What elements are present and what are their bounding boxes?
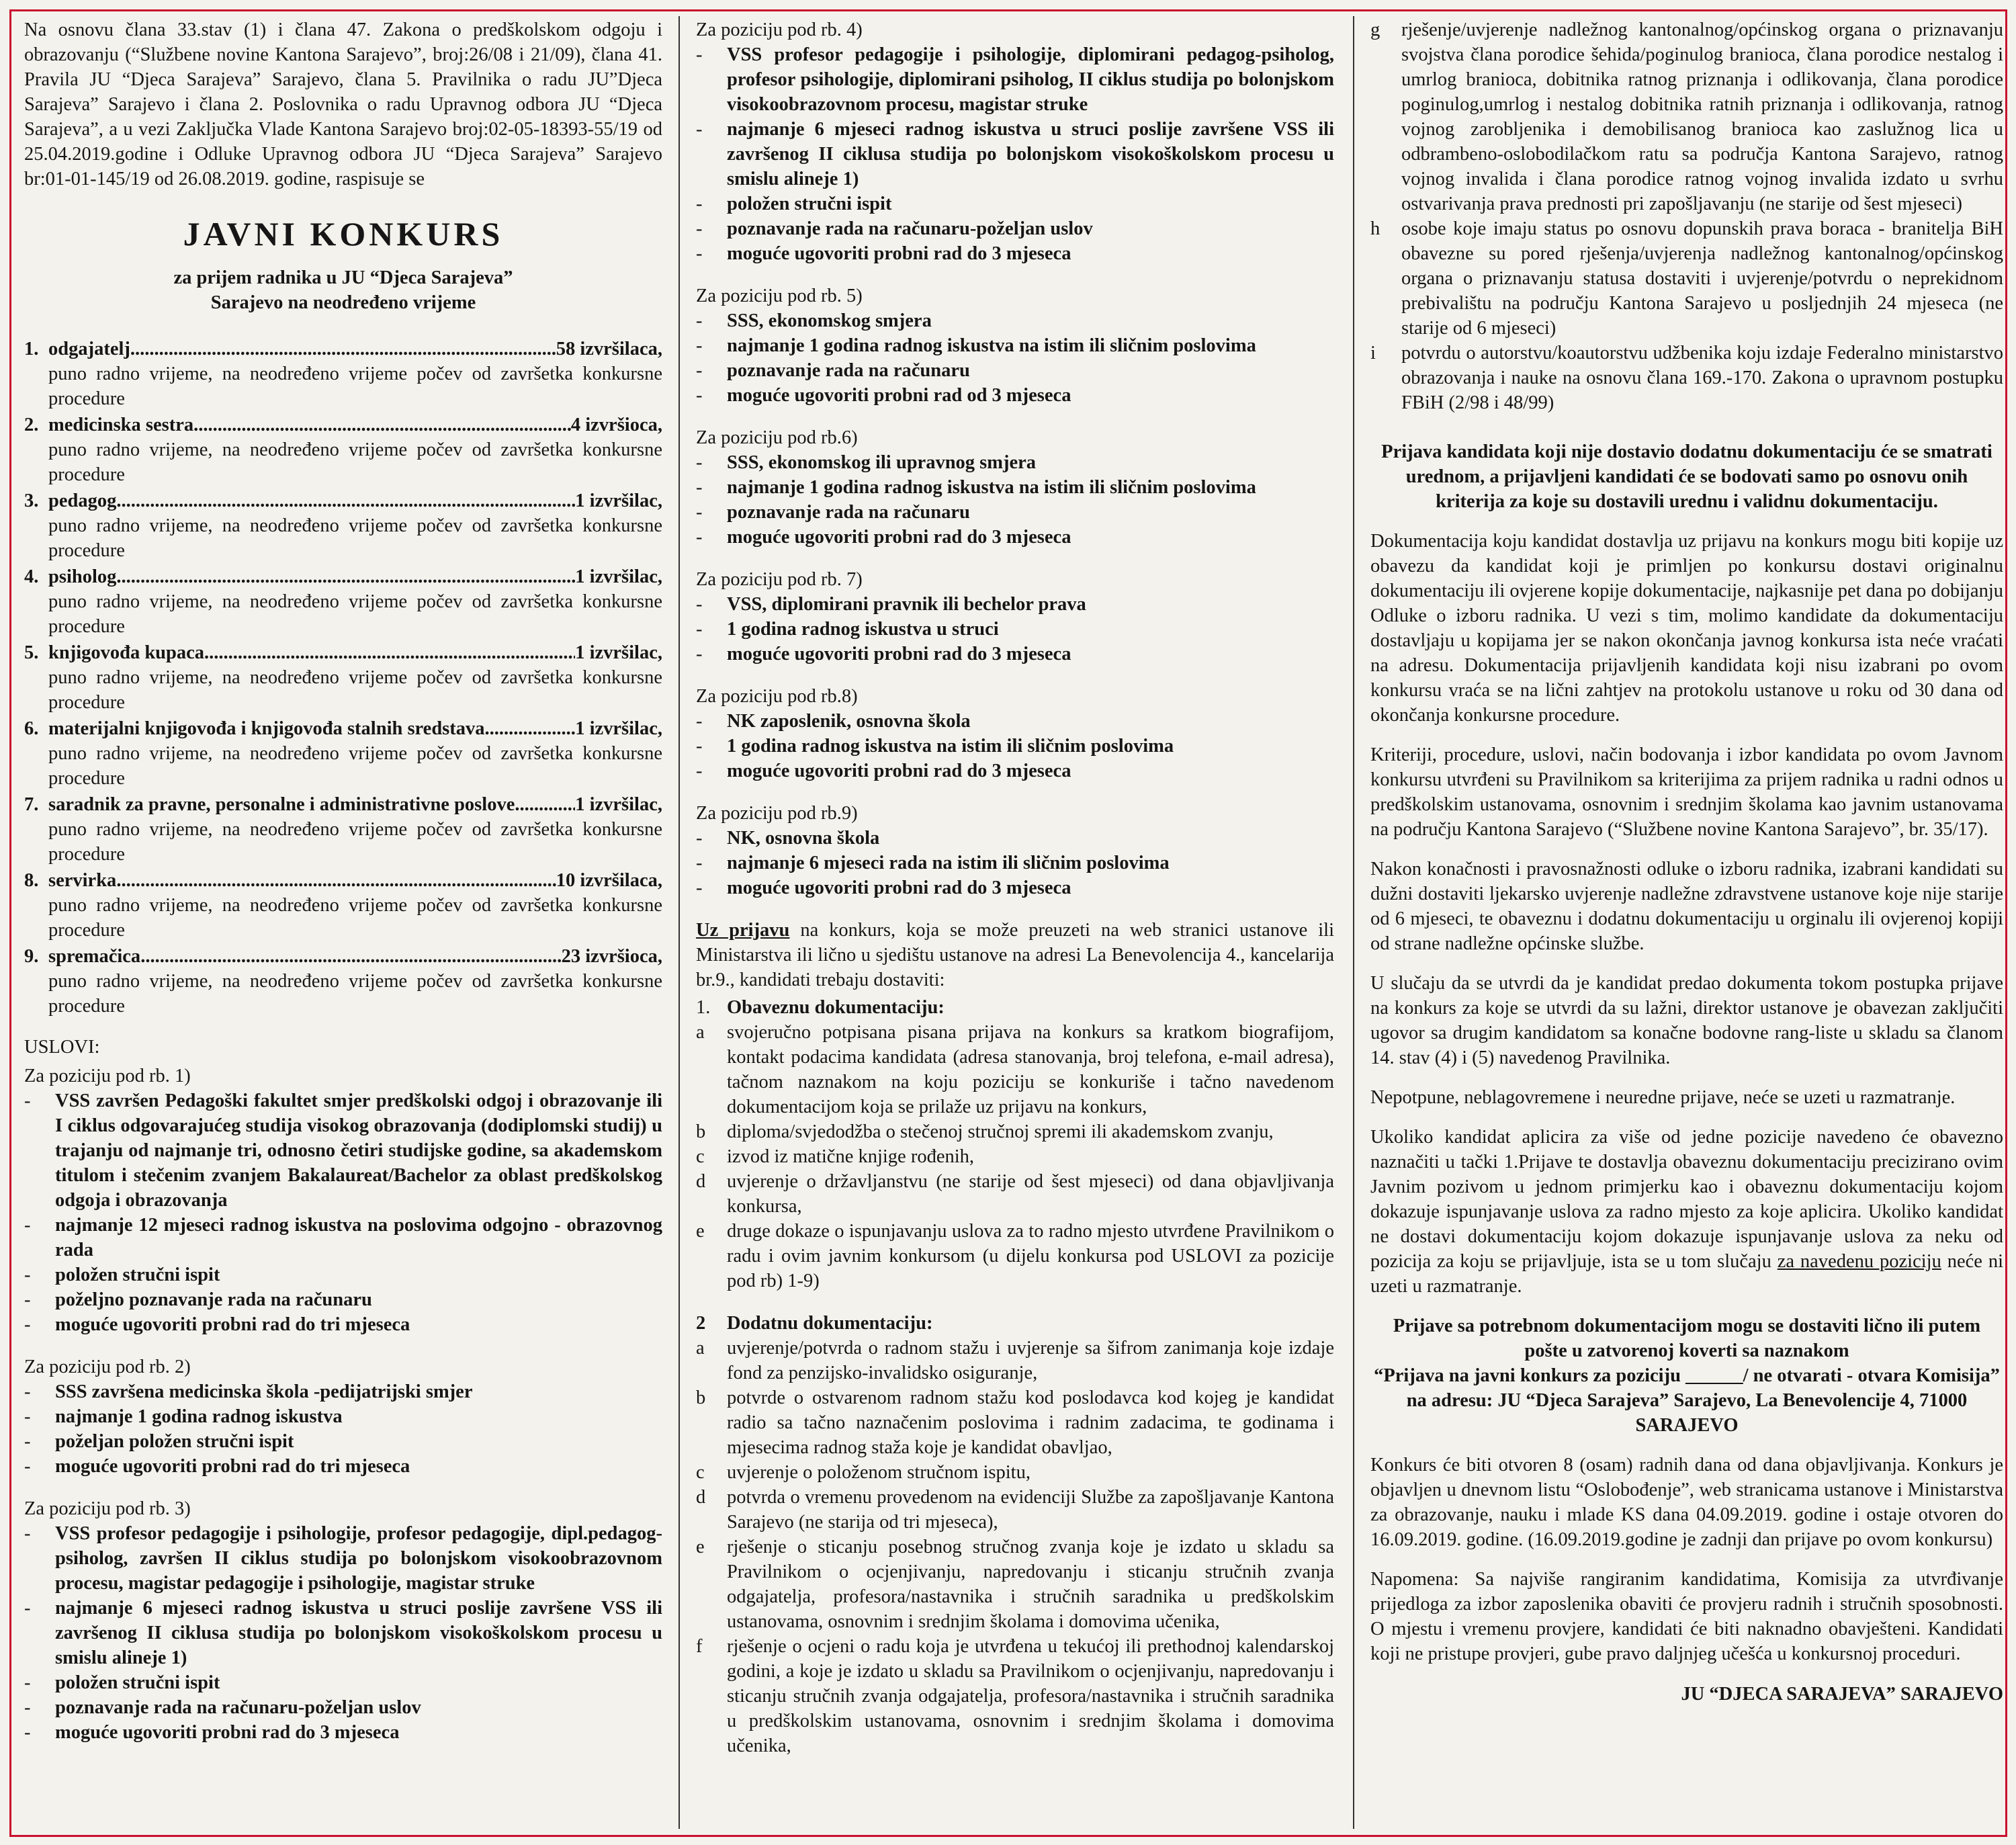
item-text: uvjerenje/potvrda o radnom stažu i uvjerenje sa šifrom zanimanja koje izdaje fond za penzijsko-invalidsko osiguranje,: [727, 1338, 1334, 1383]
position-count: 1 izvršilac,: [575, 642, 662, 663]
bullet-dash: -: [24, 1697, 31, 1718]
dot-leader: [116, 488, 575, 513]
requirement-text: SSS, ekonomskog smjera: [727, 310, 932, 331]
criteria-paragraph: Kriteriji, procedure, uslovi, način bodovanja i izbor kandidata po ovom Javnom konkursu utvrđeni su Pravilnikom sa kriterijima za prijem radnika u radni odnos u predškolskim ustanovama, osnovnim i srednjim školama kao javnim ustanovama na području Kantona Sarajevo (“Službene novine Kantona Sarajevo”, br. 35/17).: [1370, 744, 2003, 840]
conditions-label: USLOVI:: [24, 1037, 100, 1058]
column-divider: [678, 16, 680, 1829]
bullet-dash: -: [24, 1722, 31, 1743]
bullet-dash: -: [696, 119, 703, 140]
item-letter: e: [696, 1221, 705, 1242]
dot-leader: [204, 640, 575, 665]
group-label: Za poziciju pod rb. 2): [24, 1357, 191, 1377]
requirement-item: [696, 500, 1334, 525]
requirement-text: položen stručni ispit: [55, 1264, 220, 1285]
item-letter: f: [696, 1636, 703, 1657]
item-letter: a: [696, 1022, 705, 1043]
document-item: [696, 1385, 1334, 1460]
position-heading: [24, 640, 662, 665]
requirement-text: poželjan položen stručni ispit: [55, 1431, 294, 1452]
medical-certificate-paragraph: Nakon konačnosti i pravosnažnosti odluke o izboru radnika, izabrani kandidati su dužni dostaviti ljekarsko uvjerenje nadležne zdravstvene ustanove koje nije starije od 6 mjeseci, te obaveznu i dodatnu dokumentaciju u orginalu ili ovjerenoj kopiji od strane nadležne općinske službe.: [1370, 859, 2003, 954]
document-item: [696, 1460, 1334, 1485]
dot-leader: [140, 944, 561, 969]
notice-subtitle: [24, 265, 662, 315]
requirement-group: [696, 425, 1334, 550]
requirement-group: [696, 567, 1334, 667]
requirement-text: poželjno poznavanje rada na računaru: [55, 1289, 372, 1310]
bullet-dash: -: [24, 1523, 31, 1544]
section-title: Obaveznu dokumentaciju:: [727, 997, 945, 1018]
requirement-text: VSS profesor pedagogije i psihologije, diplomirani pedagog-psiholog, profesor psihologije, diplomirani psiholog, II ciklus studija po bolonjskom visokoobrazovnom procesu, magistar struke: [727, 44, 1334, 115]
application-intro: [696, 918, 1334, 992]
bullet-dash: -: [696, 527, 703, 548]
item-text: druge dokaze o ispunjavanju uslova za to radno mjesto utvrđene Pravilnikom o radu i ovim javnim konkursom (u dijelu konkursa pod USLOVI za pozicije pod rb) 1-9): [727, 1221, 1334, 1291]
item-text: rješenje o sticanju posebnog stručnog zvanja koje je izdato u skladu sa Pravilnikom o ocjenjivanju, napredovanju i sticanju stručnih zvanja odgajatelja, profesora/nastavnika i stručnih saradnika u predškolskim ustanovama, osnovnim i srednjim školama i domovima učenika,: [727, 1537, 1334, 1632]
multiple-positions-paragraph: [1370, 1125, 2003, 1299]
bullet-dash: -: [24, 1090, 31, 1111]
requirement-text: VSS profesor pedagogije i psihologije, profesor pedagogije, dipl.pedagog-psiholog, završen II ciklus studija po bolonjskom visokoobrazovnom procesu, magistar pedagogije i psihologije, magistar struke: [55, 1523, 662, 1594]
incomplete-applications-paragraph: Nepotpune, neblagovremene i neuredne prijave, neće se uzeti u razmatranje.: [1370, 1087, 1956, 1108]
bullet-dash: -: [696, 828, 703, 849]
requirement-item: [696, 734, 1334, 759]
requirement-item: [24, 1720, 662, 1745]
requirement-text: 1 godina radnog iskustva u struci: [727, 619, 999, 640]
bullet-dash: -: [24, 1406, 31, 1427]
position-heading: [24, 868, 662, 893]
requirement-item: [24, 1404, 662, 1429]
requirement-list: [696, 308, 1334, 408]
bullet-dash: -: [696, 44, 703, 65]
requirement-item: [696, 241, 1334, 266]
bullet-dash: -: [24, 1431, 31, 1452]
item-letter: h: [1370, 218, 1380, 239]
column-1: [24, 17, 662, 1832]
group-label: Za poziciju pod rb. 4): [696, 19, 863, 40]
requirement-item: [696, 851, 1334, 875]
requirement-item: [24, 1312, 662, 1337]
group-label: Za poziciju pod rb.6): [696, 427, 858, 448]
item-text: diploma/svjedodžba o stečenoj stručnoj spremi ili akademskom zvanju,: [727, 1121, 1274, 1142]
requirement-text: VSS završen Pedagoški fakultet smjer predškolski odgoj i obrazovanje ili I ciklus odgovarajućeg studija visokog obrazovanja (dodiplomski studij) u trajanju od najmanje tri, odnosno četiri studijske godine, sa akademskom titulom i stečenim zvanjem Bakalaureat/Bachelor za oblast predškolskog odgoja i obrazovanja: [55, 1090, 662, 1211]
position-heading: [24, 716, 662, 741]
requirement-list: [24, 1088, 662, 1337]
mandatory-docs-list: [696, 1020, 1334, 1293]
requirement-text: moguće ugovoriti probni rad do 3 mjeseca: [727, 243, 1071, 264]
position-description: puno radno vrijeme, na neodređeno vrijeme počev od završetka konkursne procedure: [48, 363, 662, 409]
bullet-dash: -: [24, 1381, 31, 1402]
additional-docs-list: [696, 1336, 1334, 1758]
bullet-dash: -: [24, 1598, 31, 1619]
mandatory-docs-heading: [696, 995, 1334, 1020]
bullet-dash: -: [24, 1215, 31, 1236]
requirement-item: [24, 1429, 662, 1454]
position-item: [24, 792, 662, 867]
subtitle-line: za prijem radnika u JU “Djeca Sarajeva”: [173, 267, 513, 288]
position-name: saradnik za pravne, personalne i administrativne poslove: [48, 794, 515, 815]
position-description: puno radno vrijeme, na neodređeno vrijeme počev od završetka konkursne procedure: [48, 819, 662, 865]
dot-leader: [515, 792, 575, 817]
item-letter: c: [696, 1462, 705, 1483]
item-letter: d: [696, 1487, 706, 1508]
document-item: [696, 1169, 1334, 1219]
requirement-text: položen stručni ispit: [727, 194, 892, 214]
position-name: materijalni knjigovođa i knjigovođa stalnih sredstava: [48, 718, 485, 739]
requirement-item: [24, 1454, 662, 1479]
position-name: psiholog: [48, 566, 117, 587]
position-number: 9.: [24, 946, 39, 967]
bullet-dash: -: [696, 619, 703, 640]
bullet-dash: -: [696, 243, 703, 264]
requirement-text: poznavanje rada na računaru: [727, 360, 970, 381]
column-3: [1370, 17, 2003, 1832]
bullet-dash: -: [696, 644, 703, 664]
notice-title: JAVNI KONKURS: [183, 215, 504, 253]
requirement-item: [696, 875, 1334, 900]
position-number: 1.: [24, 339, 39, 359]
item-letter: b: [696, 1121, 706, 1142]
requirement-item: [696, 191, 1334, 216]
false-documents-paragraph: U slučaju da se utvrdi da je kandidat predao dokumenta tokom postupka prijave na konkurs za koje se utvrdi da su lažni, direktor ustanove je obavezan zaključiti ugovor sa drugim kandidatom sa konačne bodovne rang-liste u skladu sa članom 14. stav (4) i (5) navedenog Pravilnika.: [1370, 973, 2003, 1068]
bullet-dash: -: [24, 1672, 31, 1693]
position-item: [24, 944, 662, 1019]
requirement-text: 1 godina radnog iskustva na istim ili sličnim poslovima: [727, 736, 1174, 757]
bullet-dash: -: [696, 736, 703, 757]
item-text: rješenje/uvjerenje nadležnog kantonalnog/općinskog organa o priznavanju svojstva člana porodice šehida/poginulog branioca, člana porodice nestalog i umrlog branioca, dobitnika ratnog priznanja i odlikovanja, člana porodice poginulog,umrlog i nestalog dobitnika ratnih priznanja i odlikovanja, ratnog vojnog zarobljenika i demobilisanog branioca kao zaslužnog lica u odbrambeno-oslobodilačkom ratu sa područja Kantona Sarajevo, ratnog vojnog invalida i člana porodice ratnog vojnog invalida izdato u svrhu ostvarivanja prava prednosti pri zapošljavanju (ne starije od šest mjeseci): [1401, 19, 2003, 214]
requirement-text: najmanje 1 godina radnog iskustva na istim ili sličnim poslovima: [727, 477, 1256, 498]
item-text: svojeručno potpisana pisana prijava na konkurs sa kratkom biografijom, kontakt podacima kandidata (adresa stanovanja, broj telefona, e-mail adresa), tačnom naznakom na koju poziciju se konkuriše i tačno navedenom dokumentacijom koja se prilaže uz prijavu na konkurs,: [727, 1022, 1334, 1117]
bullet-dash: -: [696, 310, 703, 331]
requirement-item: [696, 642, 1334, 667]
requirement-item: [696, 826, 1334, 851]
position-count: 58 izvršilaca,: [556, 339, 662, 359]
position-count: 1 izvršilac,: [575, 490, 662, 511]
position-heading: [24, 792, 662, 817]
bullet-dash: -: [696, 877, 703, 898]
dot-leader: [193, 413, 571, 437]
position-description: puno radno vrijeme, na neodređeno vrijeme počev od završetka konkursne procedure: [48, 439, 662, 485]
requirement-item: [24, 1379, 662, 1404]
intro-paragraph: Na osnovu člana 33.stav (1) i člana 47. Zakona o predškolskom odgoju i obrazovanju (“Službene novine Kantona Sarajevo”, broj:26/08 i 21/09), člana 41. Pravila JU “Djeca Sarajeva” Sarajevo, člana 5. Pravilnika o radu JU”Djeca Sarajeva” Sarajevo i člana 2. Poslovnika o radu Upravnog odbora JU “Djeca Sarajeva”, a u vezi Zaključka Vlade Kantona Sarajevo broj:02-05-18393-55/19 od 25.04.2019.godine i Odluke Upravnog odbora JU “Djeca Sarajeva” Sarajevo br:01-01-145/19 od 26.08.2019. godine, raspisuje se: [24, 19, 662, 189]
item-text: potvrdu o autorstvu/koautorstvu udžbenika koju izdaje Federalno ministarstvo obrazovanja i nauke na osnovu člana 169.-170. Zakona o upravnom postupku FBiH (2/98 i 48/99): [1401, 343, 2003, 413]
position-heading: [24, 564, 662, 589]
dot-leader: [130, 337, 556, 361]
bullet-dash: -: [24, 1314, 31, 1335]
requirement-text: najmanje 12 mjeseci radnog iskustva na poslovima odgojno - obrazovnog rada: [55, 1215, 662, 1260]
requirement-text: položen stručni ispit: [55, 1672, 220, 1693]
requirement-item: [696, 308, 1334, 333]
requirement-item: [24, 1670, 662, 1695]
requirement-list: [24, 1521, 662, 1745]
positions-list: [24, 337, 662, 1019]
requirement-group: [696, 684, 1334, 783]
position-item: [24, 868, 662, 943]
group-label: Za poziciju pod rb. 5): [696, 286, 863, 306]
item-letter: c: [696, 1146, 705, 1167]
position-count: 10 izvršilaca,: [556, 870, 662, 891]
requirement-list: [696, 592, 1334, 667]
bullet-dash: -: [696, 452, 703, 473]
group-label: Za poziciju pod rb. 7): [696, 569, 863, 590]
requirement-text: moguće ugovoriti probni rad do 3 mjeseca: [727, 644, 1071, 664]
position-count: 4 izvršioca,: [570, 415, 662, 435]
item-text: potvrde o ostvarenom radnom stažu kod poslodavca kod kojeg je kandidat radio sa tačno naznačenim poslovima i radnim zadacima, te godinama i mjesecima radnog staža koje je kandidat obavljao,: [727, 1387, 1334, 1458]
item-text: osobe koje imaju status po osnovu dopunskih prava boraca - branitelja BiH obavezne su pored rješenja/uvjerenja nadležnog kantonalnog/općinskog organa o priznavanju statusa dostaviti i uvjerenje/potvrdu o neprekidnom prebivalištu na području Kantona Sarajevo u posljednjih 24 mjeseca (ne starije od 6 mjeseci): [1401, 218, 2003, 339]
position-name: pedagog: [48, 490, 117, 511]
note-paragraph: Napomena: Sa najviše rangiranim kandidatima, Komisija za utvrđivanje prijedloga za izbor zaposlenika obaviti će provjeru radnih i stručnih sposobnosti. O mjestu i vremenu provjere, kandidati će biti naknadno obavješteni. Kandidati koji ne pristupe provjeri, gube pravo daljnjeg učešća u konkursnoj proceduri.: [1370, 1569, 2003, 1664]
position-count: 23 izvršioca,: [561, 946, 662, 967]
group-label: Za poziciju pod rb.8): [696, 686, 858, 707]
item-letter: d: [696, 1171, 706, 1192]
position-item: [24, 564, 662, 639]
item-text: potvrda o vremenu provedenom na evidenciji Službe za zapošljavanje Kantona Sarajevo (ne starija od tri mjeseca),: [727, 1487, 1334, 1533]
position-heading: [24, 413, 662, 437]
requirement-group: [24, 1355, 662, 1479]
document-item: [1370, 216, 2003, 341]
position-count: 1 izvršilac,: [575, 794, 662, 815]
requirement-item: [696, 383, 1334, 408]
position-name: spremačica: [48, 946, 141, 967]
requirement-list: [24, 1379, 662, 1479]
position-description: puno radno vrijeme, na neodređeno vrijeme počev od završetka konkursne procedure: [48, 971, 662, 1017]
column-2: [696, 17, 1334, 1832]
requirement-item: [24, 1088, 662, 1213]
subtitle-line: Sarajevo na neodređeno vrijeme: [210, 292, 476, 313]
copies-paragraph: Dokumentacija koju kandidat dostavlja uz prijavu na konkurs mogu biti kopije uz obavezu da kandidat koji je primljen po konkursu dostavi originalnu dokumentaciju ili ovjerene kopije dokumentacije, najkasnije pet dana po dobijanju Odluke o izboru radnika. U vezi s tim, molimo kandidate da dokumentaciju dostavljaju u kopijama jer se nakon okončanja javnog konkursa ista neće vraćati na adresu. Dokumentacija prijavljenih kandidata koji nisu izabrani po ovom konkursu vraća se na lični zahtjev na protokolu ustanove u roku od 30 dana od okončanja konkursne procedure.: [1370, 531, 2003, 726]
position-number: 8.: [24, 870, 39, 891]
bullet-dash: -: [696, 335, 703, 356]
document-item: [696, 1634, 1334, 1758]
position-item: [24, 413, 662, 487]
item-letter: b: [696, 1387, 706, 1408]
requirement-item: [24, 1213, 662, 1262]
application-intro-text: na konkurs, koja se može preuzeti na web stranici ustanove ili Ministarstva ili lično u sjedištu ustanove na adresi La Benevolencija 4., kancelarija br.9., kandidati trebaju dostaviti:: [696, 920, 1334, 990]
requirement-text: najmanje 1 godina radnog iskustva: [55, 1406, 343, 1427]
item-text: uvjerenje o položenom stručnom ispitu,: [727, 1462, 1031, 1483]
bullet-dash: -: [696, 502, 703, 523]
requirement-item: [696, 475, 1334, 500]
requirement-item: [696, 617, 1334, 642]
application-intro-lead: Uz prijavu: [696, 920, 790, 941]
requirement-item: [696, 358, 1334, 383]
position-name: servirka: [48, 870, 117, 891]
position-heading: [24, 944, 662, 969]
dot-leader: [485, 716, 576, 741]
document-item: [696, 1336, 1334, 1385]
position-heading: [24, 337, 662, 361]
requirement-text: moguće ugovoriti probni rad do 3 mjeseca: [55, 1722, 400, 1743]
requirement-item: [696, 759, 1334, 783]
conditions-groups: [24, 1064, 662, 1745]
position-item: [24, 337, 662, 411]
bullet-dash: -: [24, 1456, 31, 1477]
delivery-line: “Prijava na javni konkurs za poziciju ______/ ne otvarati - otvara Komisija” na adresu: JU “Djeca Sarajeva” Sarajevo, La Benevolencije 4, 71000 SARAJEVO: [1374, 1365, 2000, 1436]
requirement-item: [696, 117, 1334, 191]
document-item: [696, 1020, 1334, 1119]
document-item: [1370, 17, 2003, 216]
bullet-dash: -: [696, 218, 703, 239]
position-count: 1 izvršilac,: [575, 718, 662, 739]
requirement-item: [24, 1596, 662, 1670]
position-name: medicinska sestra: [48, 415, 194, 435]
section-title: Dodatnu dokumentaciju:: [727, 1313, 933, 1334]
requirement-text: moguće ugovoriti probni rad do 3 mjeseca: [727, 761, 1071, 781]
dot-leader: [116, 868, 556, 893]
requirement-group: [696, 284, 1334, 408]
bullet-dash: -: [696, 594, 703, 615]
position-item: [24, 488, 662, 563]
requirement-item: [696, 525, 1334, 550]
position-description: puno radno vrijeme, na neodređeno vrijeme počev od završetka konkursne procedure: [48, 895, 662, 941]
requirement-item: [24, 1521, 662, 1596]
delivery-line: Prijave sa potrebnom dokumentacijom mogu se dostaviti lično ili putem pošte u zatvorenoj koverti sa naznakom: [1393, 1316, 1981, 1361]
document-item: [1370, 341, 2003, 415]
requirement-text: najmanje 1 godina radnog iskustva na istim ili sličnim poslovima: [727, 335, 1256, 356]
signature: JU “DJECA SARAJEVA” SARAJEVO: [1681, 1684, 2003, 1705]
item-letter: g: [1370, 19, 1380, 40]
requirement-item: [696, 333, 1334, 358]
additional-docs-list-continued: [1370, 17, 2003, 415]
bullet-dash: -: [696, 385, 703, 406]
requirement-text: moguće ugovoriti probni rad do tri mjeseca: [55, 1314, 410, 1335]
group-label: Za poziciju pod rb.9): [696, 803, 858, 824]
requirement-text: moguće ugovoriti probni rad do 3 mjeseca: [727, 877, 1071, 898]
position-description: puno radno vrijeme, na neodređeno vrijeme počev od završetka konkursne procedure: [48, 591, 662, 637]
requirement-item: [24, 1287, 662, 1312]
delivery-instructions: [1370, 1314, 2003, 1438]
position-description: puno radno vrijeme, na neodređeno vrijeme počev od završetka konkursne procedure: [48, 515, 662, 561]
additional-docs-heading: [696, 1311, 1334, 1336]
position-name: knjigovođa kupaca: [48, 642, 205, 663]
requirement-item: [696, 42, 1334, 117]
requirement-group: [696, 801, 1334, 900]
paragraph-text: neće ni uzeti u razmatranje.: [1370, 1251, 2003, 1297]
requirement-text: SSS završena medicinska škola -pedijatrijski smjer: [55, 1381, 473, 1402]
underlined-phrase: za navedenu poziciju: [1777, 1251, 1941, 1272]
bullet-dash: -: [24, 1289, 31, 1310]
requirement-item: [24, 1695, 662, 1720]
requirement-item: [696, 709, 1334, 734]
item-letter: i: [1370, 343, 1376, 363]
bullet-dash: -: [696, 360, 703, 381]
position-name: odgajatelj: [48, 339, 130, 359]
bullet-dash: -: [696, 194, 703, 214]
document-item: [696, 1144, 1334, 1169]
requirement-text: moguće ugovoriti probni rad od 3 mjeseca: [727, 385, 1071, 406]
requirement-text: moguće ugovoriti probni rad do 3 mjeseca: [727, 527, 1071, 548]
position-description: puno radno vrijeme, na neodređeno vrijeme počev od završetka konkursne procedure: [48, 667, 662, 713]
requirement-text: NK zaposlenik, osnovna škola: [727, 711, 971, 732]
section-number: 1.: [696, 997, 711, 1018]
conditions-groups: [696, 17, 1334, 900]
requirement-item: [696, 216, 1334, 241]
item-text: uvjerenje o državljanstvu (ne starije od šest mjeseci) od dana objavljivanja konkursa,: [727, 1171, 1334, 1217]
requirement-text: VSS, diplomirani pravnik ili bechelor prava: [727, 594, 1086, 615]
requirement-list: [696, 709, 1334, 783]
requirement-group: [24, 1064, 662, 1337]
bullet-dash: -: [24, 1264, 31, 1285]
incomplete-notice: Prijava kandidata koji nije dostavio dodatnu dokumentaciju će se smatrati urednom, a prijavljeni kandidati će se bodovati samo po osnovu onih kriterija za koje su dostavili urednu i validnu dokumentaciju.: [1381, 441, 1992, 512]
position-heading: [24, 488, 662, 513]
bullet-dash: -: [696, 477, 703, 498]
bullet-dash: -: [696, 711, 703, 732]
group-label: Za poziciju pod rb. 1): [24, 1066, 191, 1086]
document-item: [696, 1119, 1334, 1144]
requirement-text: poznavanje rada na računaru-poželjan uslov: [55, 1697, 421, 1718]
paragraph-text: Ukoliko kandidat aplicira za više od jedne pozicije navedeno će obavezno naznačiti u tački 1.Prijave te dostavlja obaveznu dokumentaciju precizirano ovim Javnim pozivom u jednom primjerku kao i obaveznu dokumentaciju kojom dokazuje ispunjavanje uslova za radno mjesto za koje aplicira. Ukoliko kandidat ne dostavi dokumentaciju kojom dokazuje ispunjavanje uslova za neku od pozicija za koju se prijavljuje, ista se u tom slučaju: [1370, 1127, 2003, 1272]
position-item: [24, 640, 662, 715]
position-count: 1 izvršilac,: [575, 566, 662, 587]
requirement-item: [696, 592, 1334, 617]
document-item: [696, 1219, 1334, 1293]
position-number: 2.: [24, 415, 39, 435]
document-item: [696, 1535, 1334, 1634]
requirement-item: [696, 450, 1334, 475]
item-text: rješenje o ocjeni o radu koja je utvrđena u tekućoj ili prethodnoj kalendarskoj godini, a koje je izdato u skladu sa Pravilnikom o ocjenjivanju, napredovanju i sticanju stručnih zvanja odgajatelja, profesora/nastavnika i stručnih saradnika u predškolskim ustanovama, osnovnim i srednjim školama i domovima učenika,: [727, 1636, 1334, 1756]
position-number: 5.: [24, 642, 39, 663]
requirement-text: poznavanje rada na računaru-poželjan uslov: [727, 218, 1093, 239]
position-number: 7.: [24, 794, 39, 815]
document-item: [696, 1485, 1334, 1535]
requirement-list: [696, 42, 1334, 266]
bullet-dash: -: [696, 761, 703, 781]
position-number: 3.: [24, 490, 39, 511]
requirement-item: [24, 1262, 662, 1287]
deadline-paragraph: Konkurs će biti otvoren 8 (osam) radnih dana od dana objavljivanja. Konkurs je objavljen u dnevnom listu “Oslobođenje”, web stranicama ustanove i Ministarstva za obrazovanje, nauku i mlade KS dana 04.09.2019. godine i ostaje otvoren do 16.09.2019. godine. (16.09.2019.godine je zadnji dan prijave po ovom konkursu): [1370, 1455, 2003, 1550]
section-number: 2: [696, 1313, 706, 1334]
requirement-text: NK, osnovna škola: [727, 828, 880, 849]
position-number: 4.: [24, 566, 39, 587]
position-item: [24, 716, 662, 791]
position-description: puno radno vrijeme, na neodređeno vrijeme počev od završetka konkursne procedure: [48, 743, 662, 789]
requirement-text: SSS, ekonomskog ili upravnog smjera: [727, 452, 1037, 473]
requirement-text: najmanje 6 mjeseci radnog iskustva u struci poslije završene VSS ili završenog II ciklusa studija po bolonjskom visokoškolskom procesu u smislu alineje 1): [55, 1598, 662, 1668]
requirement-group: [696, 17, 1334, 266]
requirement-text: moguće ugovoriti probni rad do tri mjeseca: [55, 1456, 410, 1477]
item-text: izvod iz matične knjige rođenih,: [727, 1146, 975, 1167]
position-number: 6.: [24, 718, 39, 739]
requirement-text: najmanje 6 mjeseci rada na istim ili sličnim poslovima: [727, 853, 1170, 873]
dot-leader: [116, 564, 575, 589]
group-label: Za poziciju pod rb. 3): [24, 1498, 191, 1519]
bullet-dash: -: [696, 853, 703, 873]
item-letter: a: [696, 1338, 705, 1359]
item-letter: e: [696, 1537, 705, 1557]
requirement-list: [696, 826, 1334, 900]
requirement-group: [24, 1496, 662, 1745]
requirement-text: poznavanje rada na računaru: [727, 502, 970, 523]
requirement-list: [696, 450, 1334, 550]
column-divider: [1353, 16, 1354, 1829]
requirement-text: najmanje 6 mjeseci radnog iskustva u struci poslije završene VSS ili završenog II ciklusa studija po bolonjskom visokoškolskom procesu u smislu alineje 1): [727, 119, 1334, 189]
